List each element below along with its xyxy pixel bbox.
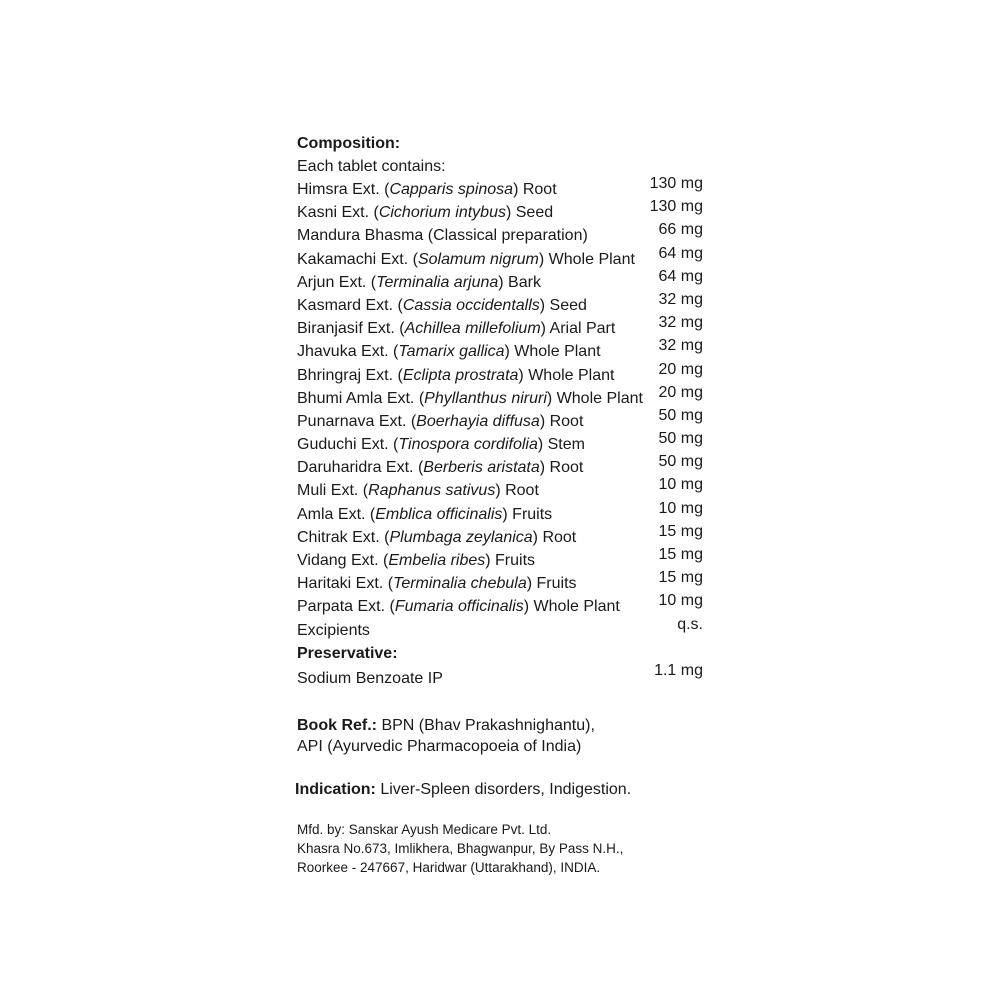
composition-label — [297, 132, 717, 877]
ingredient-part: ) Bark — [498, 273, 541, 291]
ingredient-scientific-name: Fumaria officinalis — [394, 598, 524, 616]
ingredient-row — [297, 221, 717, 247]
ingredient-row — [297, 360, 717, 387]
ingredient-scientific-name: Tinospora cordifolia — [398, 436, 538, 454]
ingredient-quantity: 15 mg — [658, 522, 703, 540]
ingredient-quantity: 20 mg — [658, 383, 703, 401]
manufacturer-info — [297, 820, 717, 877]
ingredient-quantity: 66 mg — [658, 221, 703, 239]
ingredient-quantity: 32 mg — [658, 337, 703, 355]
manufacturer-line3: Roorkee - 247667, Haridwar (Uttarakhand), INDIA. — [297, 859, 601, 875]
ingredient-scientific-name: Terminalia chebula — [393, 575, 527, 593]
ingredient-list — [297, 175, 717, 642]
ingredient-row — [297, 499, 717, 526]
ingredient-name-text: Vidang Ext. ( — [297, 552, 389, 569]
ingredient-part: ) Whole Plant — [504, 343, 601, 361]
ingredient-part: ) Stem — [537, 436, 585, 454]
ingredient-name — [297, 549, 535, 572]
ingredient-row — [297, 314, 717, 340]
ingredient-scientific-name: Embelia ribes — [388, 552, 486, 569]
ingredient-quantity: 32 mg — [658, 314, 703, 332]
ingredient-part: ) Whole Plant — [518, 366, 615, 384]
preservative-row — [297, 661, 717, 693]
ingredient-scientific-name: Cassia occidentalls — [402, 296, 540, 314]
ingredient-scientific-name: Terminalia arjuna — [376, 273, 499, 291]
ingredient-name-text: Parpata Ext. ( — [297, 598, 395, 616]
ingredient-row — [297, 615, 717, 642]
ingredient-name-text: Excipients — [297, 621, 370, 639]
ingredient-part: ) Whole Plant — [546, 389, 643, 407]
preservative-heading: Preservative: — [297, 644, 398, 662]
ingredient-row — [297, 244, 717, 271]
ingredient-name-text: Kasni Ext. ( — [297, 204, 379, 222]
ingredient-name — [297, 340, 601, 363]
book-reference — [297, 715, 717, 757]
ingredient-name-text: Daruharidra Ext. ( — [297, 459, 424, 477]
ingredient-name-text: Mandura Bhasma (Classical preparation) — [297, 227, 588, 245]
ingredient-quantity: 130 mg — [649, 198, 703, 216]
ingredient-part: ) Seed — [505, 204, 554, 222]
ingredient-part: ) Seed — [539, 296, 587, 314]
ingredient-part: ) Fruits — [502, 505, 553, 523]
indication-text: Liver-Spleen disorders, Indigestion. — [375, 780, 632, 798]
ingredient-name-text: Bhringraj Ext. ( — [297, 366, 403, 384]
ingredient-quantity: 130 mg — [649, 175, 703, 192]
ingredient-row — [297, 406, 717, 433]
ingredient-scientific-name: Raphanus sativus — [368, 482, 496, 500]
ingredient-scientific-name: Tamarix gallica — [398, 343, 505, 361]
ingredient-part: ) Fruits — [526, 575, 577, 593]
ingredient-name-text: Guduchi Ext. ( — [297, 436, 399, 454]
ingredient-part: ) Root — [513, 181, 557, 198]
ingredient-quantity: 50 mg — [658, 430, 703, 448]
ingredient-quantity: 15 mg — [658, 569, 703, 587]
ingredient-part: ) Root — [539, 412, 584, 430]
book-ref-line1: BPN (Bhav Prakashnighantu), — [377, 716, 595, 734]
ingredient-scientific-name: Cichorium intybus — [378, 204, 506, 222]
ingredient-scientific-name: Phyllanthus niruri — [424, 389, 547, 407]
ingredient-name — [297, 595, 620, 618]
ingredient-row — [297, 546, 717, 572]
ingredient-row — [297, 453, 717, 479]
ingredient-name-text: Biranjasif Ext. ( — [297, 320, 405, 338]
ingredient-part: ) Root — [495, 482, 539, 500]
ingredient-scientific-name: Boerhayia diffusa — [416, 412, 540, 430]
ingredient-quantity: 64 mg — [658, 244, 703, 262]
ingredient-name-text: Bhumi Amla Ext. ( — [297, 389, 425, 407]
ingredient-quantity: 10 mg — [658, 476, 703, 494]
ingredient-name — [297, 294, 587, 317]
ingredient-row — [297, 267, 717, 294]
ingredient-name-text: Muli Ext. ( — [297, 482, 369, 500]
ingredient-name — [297, 410, 583, 433]
ingredient-quantity: q.s. — [677, 615, 703, 633]
book-ref-line2: API (Ayurvedic Pharmacopoeia of India) — [297, 737, 582, 755]
ingredient-part: ) Root — [539, 459, 584, 477]
ingredient-part: ) Fruits — [485, 552, 536, 569]
ingredient-scientific-name: Emblica officinalis — [375, 505, 503, 523]
composition-heading: Composition: — [297, 135, 401, 152]
ingredient-row — [297, 430, 717, 456]
composition-intro: Each tablet contains: — [297, 158, 446, 175]
ingredient-name — [297, 479, 539, 502]
ingredient-row — [297, 198, 717, 224]
indication — [295, 779, 717, 800]
ingredient-name-text: Haritaki Ext. ( — [297, 575, 394, 593]
ingredient-scientific-name: Plumbaga zeylanica — [389, 528, 533, 546]
ingredient-quantity: 20 mg — [658, 360, 703, 378]
ingredient-name-text: Chitrak Ext. ( — [297, 528, 390, 546]
ingredient-row — [297, 569, 717, 595]
ingredient-scientific-name: Achillea millefolium — [404, 320, 541, 338]
ingredient-row — [297, 290, 717, 317]
manufacturer-line2: Khasra No.673, Imlikhera, Bhagwanpur, By Pass N.H., — [297, 840, 624, 856]
ingredient-name-text: Kasmard Ext. ( — [297, 296, 403, 314]
ingredient-name-text: Amla Ext. ( — [297, 505, 376, 523]
ingredient-part: ) Arial Part — [540, 320, 616, 338]
ingredient-part: ) Whole Plant — [538, 250, 635, 268]
manufacturer-line1: Mfd. by: Sanskar Ayush Medicare Pvt. Ltd. — [297, 821, 552, 837]
ingredient-name — [297, 526, 576, 549]
ingredient-name — [297, 364, 614, 387]
preservative-qty: 1.1 mg — [654, 661, 703, 679]
ingredient-name — [297, 619, 370, 642]
ingredient-quantity: 50 mg — [658, 453, 703, 471]
ingredient-name-text: Kakamachi Ext. ( — [297, 250, 418, 268]
ingredient-name — [297, 178, 557, 201]
ingredient-name — [297, 387, 643, 410]
ingredient-scientific-name: Berberis aristata — [423, 459, 540, 477]
ingredient-row — [297, 337, 717, 363]
ingredient-row — [297, 476, 717, 502]
ingredient-quantity: 50 mg — [658, 406, 703, 424]
ingredient-scientific-name: Eclipta prostrata — [402, 366, 519, 384]
ingredient-name-text: Himsra Ext. ( — [297, 181, 390, 198]
ingredient-name-text: Arjun Ext. ( — [297, 273, 377, 291]
ingredient-name — [297, 201, 553, 224]
ingredient-quantity: 32 mg — [658, 290, 703, 308]
ingredient-row — [297, 592, 717, 618]
ingredient-name — [297, 456, 583, 479]
ingredient-part: ) Root — [532, 528, 577, 546]
indication-label: Indication: — [295, 780, 376, 798]
ingredient-name — [297, 317, 615, 340]
ingredient-name — [297, 503, 552, 526]
ingredient-row — [297, 383, 717, 410]
ingredient-part: ) Whole Plant — [523, 598, 620, 616]
ingredient-name — [297, 248, 635, 271]
book-ref-label: Book Ref.: — [297, 716, 377, 734]
ingredient-row — [297, 522, 717, 549]
ingredient-quantity: 15 mg — [658, 546, 703, 563]
ingredient-quantity: 64 mg — [658, 267, 703, 285]
ingredient-scientific-name: Capparis spinosa — [389, 181, 514, 198]
ingredient-name-text: Punarnava Ext. ( — [297, 412, 417, 430]
ingredient-name — [297, 271, 541, 294]
ingredient-name-text: Jhavuka Ext. ( — [297, 343, 399, 361]
ingredient-quantity: 10 mg — [658, 499, 703, 517]
ingredient-name — [297, 572, 577, 595]
preservative-name: Sodium Benzoate IP — [297, 669, 443, 687]
ingredient-quantity: 10 mg — [658, 592, 703, 610]
ingredient-scientific-name: Solamum nigrum — [417, 250, 539, 268]
ingredient-name — [297, 224, 588, 247]
ingredient-name — [297, 433, 585, 456]
